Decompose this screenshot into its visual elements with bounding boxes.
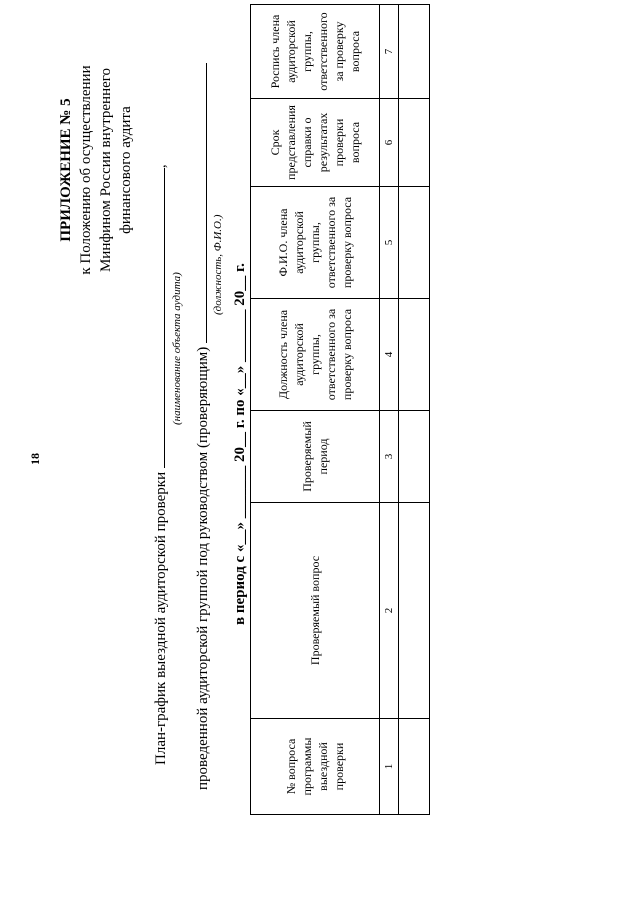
table-cell[interactable] — [399, 503, 430, 719]
position-line — [192, 63, 207, 343]
column-number: 5 — [380, 187, 399, 299]
column-header: Срок представления справки о результатах проверки вопроса — [251, 99, 380, 187]
group-line — [192, 63, 213, 790]
table-header-row — [251, 5, 380, 815]
column-number: 6 — [380, 99, 399, 187]
appendix-line: к Положению об осуществлении — [78, 65, 94, 275]
plan-title — [150, 164, 171, 765]
column-header: Проверяемый период — [251, 411, 380, 503]
plan-table — [250, 4, 430, 815]
table-cell[interactable] — [399, 99, 430, 187]
table-row — [399, 5, 430, 815]
column-number: 2 — [380, 503, 399, 719]
object-caption: (наименование объекта аудита) — [171, 272, 183, 425]
group-text: проведенной аудиторской группой под руководством (проверяющим) — [195, 346, 211, 790]
plan-title-comma: , — [153, 164, 169, 169]
column-header: № вопроса программы выездной проверки — [251, 719, 380, 815]
appendix-title: ПРИЛОЖЕНИЕ № 5 — [58, 98, 74, 242]
column-number: 3 — [380, 411, 399, 503]
column-header: Роспись члена аудиторской группы, ответственного за проверку вопроса — [251, 5, 380, 99]
table-cell[interactable] — [399, 187, 430, 299]
column-header: Должность члена аудиторской группы, ответственного за проверку вопроса — [251, 299, 380, 411]
column-header: Ф.И.О. члена аудиторской группы, ответственного за проверку вопроса — [251, 187, 380, 299]
column-number: 7 — [380, 5, 399, 99]
plan-title-text: План-график выездной аудиторской проверки — [153, 471, 169, 765]
table-cell[interactable] — [399, 719, 430, 815]
column-header: Проверяемый вопрос — [251, 503, 380, 719]
table-cell[interactable] — [399, 411, 430, 503]
table-numbering-row — [380, 5, 399, 815]
period-line: в период с «__» _______ 20__ г. по «__» _______ 20__ г. — [232, 263, 248, 625]
table-cell[interactable] — [399, 299, 430, 411]
table-cell[interactable] — [399, 5, 430, 99]
column-number: 4 — [380, 299, 399, 411]
page-number: 18 — [28, 453, 42, 465]
object-name-line — [150, 168, 165, 468]
column-number: 1 — [380, 719, 399, 815]
appendix-line: финансового аудита — [118, 106, 134, 234]
appendix-line: Минфином России внутреннего — [98, 67, 114, 273]
appendix-block — [56, 5, 136, 335]
position-caption: (должность, Ф.И.О.) — [212, 214, 224, 315]
